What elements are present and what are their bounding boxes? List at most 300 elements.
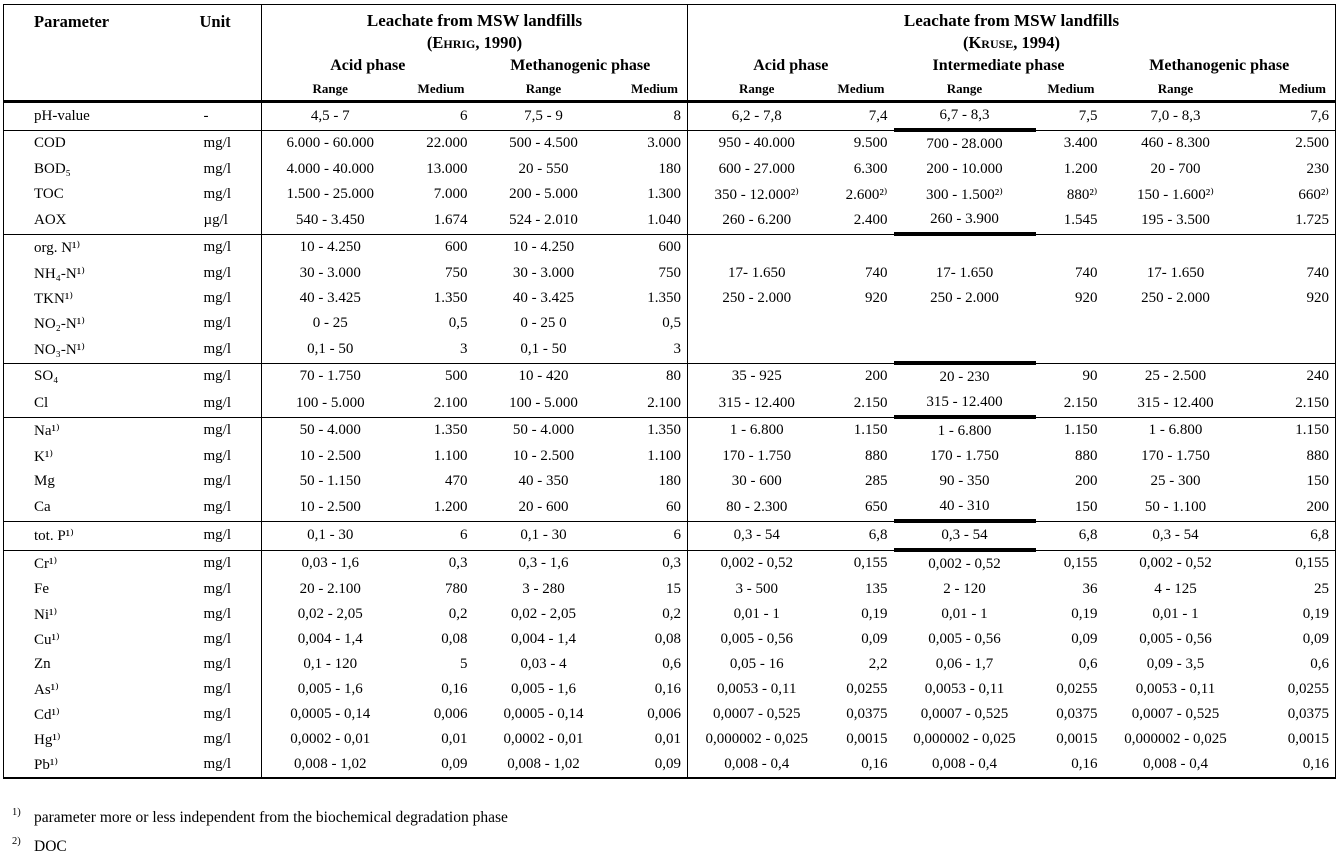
kruse_acid_medium-cell: 920 — [865, 290, 888, 306]
param-cell: Fe — [34, 581, 49, 597]
ehrig_methanogenic_range-cell: 0,1 - 30 — [474, 521, 614, 550]
kruse_acid_medium-cell — [826, 311, 894, 336]
unit-cell: mg/l — [154, 702, 262, 727]
unit-cell: mg/l — [154, 182, 262, 207]
ehrig_methanogenic_medium-cell: 15 — [614, 577, 688, 602]
ehrig_acid_range-cell: 0,02 - 2,05 — [297, 606, 363, 622]
sub-header-medium: Medium — [614, 78, 688, 102]
kruse_acid_range-cell: 3 - 500 — [735, 581, 778, 597]
ehrig_acid_range-cell: 50 - 1.150 — [299, 473, 361, 489]
kruse_methanogenic_medium-cell: 6,8 — [1248, 521, 1336, 550]
unit-cell: mg/l — [154, 311, 262, 336]
kruse_methanogenic_medium-cell: 1.725 — [1248, 207, 1336, 234]
table-row — [4, 577, 1336, 602]
param-cell: Hg¹⁾ — [34, 732, 61, 748]
table-row — [4, 444, 1336, 469]
kruse_methanogenic_medium-cell: 7,6 — [1248, 102, 1336, 131]
kruse_acid_medium-cell: 0,0375 — [846, 706, 888, 722]
ehrig_acid_medium-cell: 780 — [445, 581, 468, 597]
sub-header-range: Range — [474, 78, 614, 102]
table-row — [4, 390, 1336, 417]
kruse_acid_range-cell: 170 - 1.750 — [722, 448, 792, 464]
param-cell: As¹⁾ — [34, 682, 59, 698]
ehrig_acid_medium-cell: 0,09 — [441, 756, 468, 772]
unit-cell: mg/l — [154, 652, 262, 677]
ehrig_methanogenic_range-cell: 0,0002 - 0,01 — [503, 731, 584, 747]
ehrig_acid_medium-cell: 0,08 — [441, 631, 468, 647]
kruse_acid_range-cell: 80 - 2.300 — [688, 494, 826, 521]
kruse_methanogenic_range-cell: 0,09 - 3,5 — [1146, 656, 1205, 672]
kruse_methanogenic_range-cell: 25 - 300 — [1150, 473, 1201, 489]
kruse_acid_range-cell: 0,05 - 16 — [729, 656, 784, 672]
ehrig_methanogenic_range-cell: 0 - 25 0 — [520, 315, 567, 331]
kruse_intermediate_range-cell: 0,008 - 0,4 — [932, 756, 997, 772]
unit-cell: mg/l — [154, 444, 262, 469]
footnote-1-text: parameter more or less independent from the biochemical degradation phase — [34, 809, 508, 826]
ehrig_acid_medium-cell: 1.100 — [433, 448, 468, 464]
kruse_acid_range-cell: 350 - 12.000²⁾ — [714, 187, 799, 203]
ehrig_acid_range-cell: 30 - 3.000 — [299, 265, 361, 281]
ehrig_methanogenic_range-cell: 0,02 - 2,05 — [511, 606, 576, 622]
param-cell: tot. P¹⁾ — [4, 521, 154, 550]
ehrig_acid_medium-cell: 0,3 — [448, 555, 468, 572]
param-cell: NO₂-N¹⁾ — [34, 316, 85, 332]
kruse_acid_medium-cell — [826, 336, 894, 363]
ehrig_methanogenic_medium-cell: 0,01 — [614, 727, 688, 752]
kruse_acid_range-cell: 6,2 - 7,8 — [688, 102, 826, 131]
param-cell: SO₄ — [34, 368, 59, 385]
table-row — [4, 727, 1336, 752]
phase-header-kruse-intermediate: Intermediate phase — [932, 57, 1065, 74]
kruse_intermediate_medium-cell: 200 — [1075, 473, 1098, 489]
kruse_acid_range-cell: 17- 1.650 — [728, 265, 786, 281]
table-row — [4, 157, 1336, 182]
kruse_intermediate_medium-cell: 880 — [1075, 448, 1098, 464]
kruse_intermediate_medium-cell: 920 — [1075, 290, 1098, 306]
kruse_intermediate_medium-cell: 1.200 — [1063, 161, 1098, 177]
footnote-2 — [12, 830, 1338, 859]
ehrig_methanogenic_medium-cell: 0,09 — [614, 752, 688, 778]
ehrig_methanogenic_medium-cell: 0,08 — [614, 627, 688, 652]
ehrig_methanogenic_range-cell: 40 - 3.425 — [512, 290, 575, 306]
ehrig_acid_range-cell: 70 - 1.750 — [299, 368, 361, 385]
ehrig-title: Leachate from MSW landfills — [366, 11, 583, 30]
kruse_methanogenic_range-cell: 17- 1.650 — [1146, 265, 1205, 281]
kruse_intermediate_range-cell: 0,002 - 0,52 — [928, 556, 1001, 572]
unit-cell: mg/l — [154, 602, 262, 627]
unit-cell: mg/l — [154, 336, 262, 363]
param-cell: Cr¹⁾ — [34, 556, 58, 573]
ehrig_acid_medium-cell: 2.100 — [399, 390, 474, 417]
ehrig_methanogenic_medium-cell: 6 — [614, 521, 688, 550]
sub-header-medium: Medium — [399, 78, 474, 102]
kruse_intermediate_medium-cell: 150 — [1036, 494, 1104, 521]
table-row — [4, 752, 1336, 778]
ehrig_methanogenic_range-cell: 524 - 2.010 — [474, 207, 614, 234]
kruse_methanogenic_range-cell: 4 - 125 — [1154, 581, 1197, 597]
kruse_acid_medium-cell: 285 — [865, 473, 888, 489]
kruse_intermediate_range-cell: 40 - 310 — [894, 494, 1036, 521]
unit-cell: µg/l — [154, 207, 262, 234]
kruse_acid_medium-cell: 0,19 — [861, 606, 888, 622]
param-cell: Cd¹⁾ — [34, 707, 60, 723]
ehrig_acid_range-cell: 40 - 3.425 — [299, 290, 361, 306]
kruse_methanogenic_medium-cell: 0,16 — [1302, 756, 1329, 772]
kruse_methanogenic_range-cell: 0,005 - 0,56 — [1139, 631, 1212, 647]
unit-cell: mg/l — [154, 521, 262, 550]
param-cell: NO₃-N¹⁾ — [4, 336, 154, 363]
kruse_methanogenic_range-cell: 50 - 1.100 — [1104, 494, 1248, 521]
ehrig_acid_range-cell: 0,004 - 1,4 — [297, 631, 363, 647]
kruse_acid_range-cell: 35 - 925 — [731, 368, 782, 385]
param-cell: K¹⁾ — [34, 449, 54, 465]
sub-header-range: Range — [1104, 78, 1248, 102]
kruse_intermediate_medium-cell — [1036, 234, 1104, 261]
ehrig_acid_medium-cell: 0,2 — [448, 606, 468, 622]
ehrig_acid_medium-cell: 5 — [460, 656, 468, 672]
table-row — [4, 286, 1336, 311]
table-row — [4, 627, 1336, 652]
kruse_acid_medium-cell: 0,0015 — [846, 731, 888, 747]
kruse_acid_medium-cell: 880 — [865, 448, 888, 464]
param-cell: org. N¹⁾ — [34, 240, 81, 257]
kruse_acid_medium-cell: 135 — [865, 581, 888, 597]
kruse_intermediate_medium-cell — [1036, 311, 1104, 336]
ehrig_methanogenic_medium-cell: 1.040 — [614, 207, 688, 234]
table-row — [4, 550, 1336, 577]
ehrig_methanogenic_range-cell: 20 - 550 — [518, 161, 569, 177]
unit-cell: mg/l — [154, 157, 262, 182]
ehrig_acid_range-cell: 0,1 - 50 — [262, 336, 399, 363]
ehrig_acid_range-cell: 540 - 3.450 — [262, 207, 399, 234]
kruse_intermediate_range-cell: 17- 1.650 — [935, 265, 994, 281]
kruse_intermediate_range-cell: 90 - 350 — [939, 473, 990, 489]
kruse_intermediate_medium-cell: 0,0375 — [1056, 706, 1098, 722]
kruse_intermediate_medium-cell: 0,0015 — [1056, 731, 1098, 747]
kruse_methanogenic_range-cell: 1 - 6.800 — [1148, 422, 1203, 439]
ehrig_methanogenic_medium-cell: 0,5 — [614, 311, 688, 336]
kruse_methanogenic_medium-cell: 0,0015 — [1287, 731, 1329, 747]
kruse_methanogenic_range-cell: 170 - 1.750 — [1141, 448, 1210, 464]
footnote-1 — [12, 801, 1338, 830]
ehrig_methanogenic_medium-cell: 1.350 — [614, 417, 688, 444]
sub-header-range: Range — [262, 78, 399, 102]
ehrig_acid_medium-cell: 6 — [399, 102, 474, 131]
kruse_acid_range-cell: 600 - 27.000 — [718, 161, 795, 177]
table-row — [4, 311, 1336, 336]
ehrig_methanogenic_range-cell: 0,0005 - 0,14 — [503, 706, 584, 722]
param-cell: TOC — [34, 186, 64, 202]
ehrig_acid_range-cell: 10 - 4.250 — [299, 239, 361, 256]
table-row — [4, 677, 1336, 702]
unit-cell: mg/l — [154, 261, 262, 286]
table-row — [4, 417, 1336, 444]
kruse_methanogenic_medium-cell: 150 — [1306, 473, 1329, 489]
ehrig_methanogenic_range-cell: 10 - 2.500 — [512, 448, 575, 464]
kruse_intermediate_medium-cell: 740 — [1075, 265, 1098, 281]
kruse_acid_medium-cell: 9.500 — [853, 135, 888, 152]
table-row — [4, 261, 1336, 286]
kruse_intermediate_range-cell: 2 - 120 — [943, 581, 986, 597]
ehrig_acid_medium-cell: 13.000 — [426, 161, 468, 177]
ehrig_acid_range-cell: 0,1 - 120 — [303, 656, 358, 672]
kruse_intermediate_range-cell: 315 - 12.400 — [894, 390, 1036, 417]
leachate-table — [3, 4, 1336, 779]
unit-cell: - — [154, 102, 262, 131]
ehrig_acid_medium-cell: 1.350 — [433, 422, 468, 439]
ehrig_acid_medium-cell: 500 — [445, 368, 468, 385]
kruse_intermediate_medium-cell: 0,16 — [1071, 756, 1098, 772]
param-cell: TKN¹⁾ — [34, 291, 74, 307]
sub-header-range: Range — [688, 78, 826, 102]
table-row — [4, 182, 1336, 207]
param-cell: NH₄-N¹⁾ — [34, 266, 85, 282]
kruse_intermediate_range-cell: 250 - 2.000 — [930, 290, 999, 306]
unit-cell: mg/l — [154, 677, 262, 702]
table-row — [4, 234, 1336, 261]
ehrig_acid_range-cell: 0,1 - 30 — [262, 521, 399, 550]
ehrig_acid_medium-cell: 3 — [399, 336, 474, 363]
kruse_acid_range-cell: 0,005 - 0,56 — [720, 631, 793, 647]
ehrig_acid_medium-cell: 0,16 — [441, 681, 468, 697]
kruse_intermediate_range-cell: 0,3 - 54 — [894, 521, 1036, 550]
phase-header-kruse-acid: Acid phase — [753, 57, 829, 74]
ehrig_methanogenic_range-cell: 10 - 420 — [518, 368, 569, 385]
kruse_methanogenic_medium-cell: 25 — [1314, 581, 1329, 597]
ehrig_methanogenic_range-cell: 7,5 - 9 — [474, 102, 614, 131]
ehrig_acid_medium-cell: 1.200 — [399, 494, 474, 521]
kruse_methanogenic_medium-cell: 880 — [1306, 448, 1329, 464]
unit-cell: mg/l — [154, 417, 262, 444]
ehrig_acid_range-cell: 10 - 2.500 — [262, 494, 399, 521]
kruse_methanogenic_range-cell: 0,01 - 1 — [1152, 606, 1199, 622]
ehrig_methanogenic_medium-cell: 1.350 — [614, 286, 688, 311]
param-cell: Cu¹⁾ — [34, 632, 60, 648]
ehrig_methanogenic_medium-cell: 0,6 — [614, 652, 688, 677]
ehrig-header — [262, 5, 688, 55]
table-row — [4, 652, 1336, 677]
kruse_intermediate_medium-cell: 3.400 — [1063, 135, 1098, 152]
table-row — [4, 363, 1336, 390]
ehrig_methanogenic_medium-cell: 80 — [614, 363, 688, 390]
param-cell: Mg — [34, 473, 55, 489]
kruse_intermediate_range-cell: 20 - 230 — [939, 369, 990, 385]
ehrig_acid_medium-cell: 750 — [445, 265, 468, 281]
kruse_acid_range-cell — [688, 234, 826, 261]
kruse_methanogenic_medium-cell: 0,19 — [1302, 606, 1329, 622]
kruse_methanogenic_range-cell: 0,0053 - 0,11 — [1135, 681, 1216, 697]
param-cell: Cl — [4, 390, 154, 417]
ehrig_acid_range-cell: 0,008 - 1,02 — [294, 756, 367, 772]
kruse_acid_medium-cell: 650 — [826, 494, 894, 521]
ehrig_methanogenic_range-cell: 30 - 3.000 — [512, 265, 575, 281]
kruse_methanogenic_range-cell — [1104, 336, 1248, 363]
kruse_acid_medium-cell: 7,4 — [826, 102, 894, 131]
kruse-source: (Kruse, 1994) — [962, 33, 1061, 52]
kruse_acid_range-cell: 315 - 12.400 — [688, 390, 826, 417]
kruse_intermediate_range-cell: 200 - 10.000 — [926, 161, 1003, 177]
kruse_acid_medium-cell: 0,16 — [861, 756, 888, 772]
ehrig_acid_medium-cell: 22.000 — [426, 135, 468, 152]
ehrig_methanogenic_medium-cell: 2.100 — [614, 390, 688, 417]
kruse_intermediate_range-cell — [894, 311, 1036, 336]
kruse_acid_medium-cell: 200 — [865, 368, 888, 385]
ehrig_acid_range-cell: 4,5 - 7 — [262, 102, 399, 131]
kruse_acid_medium-cell: 0,155 — [853, 555, 888, 572]
kruse_acid_medium-cell: 0,09 — [861, 631, 888, 647]
kruse_methanogenic_medium-cell: 200 — [1248, 494, 1336, 521]
ehrig_methanogenic_medium-cell: 750 — [614, 261, 688, 286]
ehrig_methanogenic_medium-cell: 0,16 — [614, 677, 688, 702]
kruse_methanogenic_medium-cell: 920 — [1306, 290, 1329, 306]
kruse_methanogenic_range-cell: 25 - 2.500 — [1144, 368, 1207, 385]
kruse_acid_range-cell: 0,01 - 1 — [733, 606, 780, 622]
kruse_methanogenic_medium-cell — [1248, 336, 1336, 363]
table-row — [4, 469, 1336, 494]
kruse_methanogenic_range-cell: 20 - 700 — [1150, 161, 1201, 177]
ehrig_acid_range-cell: 6.000 - 60.000 — [286, 135, 374, 152]
table-row — [4, 102, 1336, 131]
kruse_methanogenic_range-cell — [1104, 234, 1248, 261]
table-row — [4, 702, 1336, 727]
kruse_methanogenic_medium-cell: 240 — [1306, 368, 1329, 385]
sub-header-medium: Medium — [1036, 78, 1104, 102]
kruse_acid_range-cell — [688, 336, 826, 363]
kruse_intermediate_range-cell: 0,01 - 1 — [941, 606, 988, 622]
kruse_methanogenic_medium-cell: 660²⁾ — [1298, 187, 1329, 203]
ehrig_methanogenic_range-cell: 0,1 - 50 — [474, 336, 614, 363]
kruse_intermediate_range-cell: 260 - 3.900 — [894, 207, 1036, 234]
kruse_intermediate_range-cell: 300 - 1.500²⁾ — [926, 187, 1003, 203]
unit-cell: mg/l — [154, 469, 262, 494]
kruse_acid_range-cell: 0,0053 - 0,11 — [717, 681, 797, 697]
ehrig_acid_range-cell: 0,03 - 1,6 — [301, 555, 359, 572]
ehrig_methanogenic_range-cell: 0,004 - 1,4 — [511, 631, 576, 647]
kruse_methanogenic_range-cell: 0,3 - 54 — [1104, 521, 1248, 550]
unit-cell: mg/l — [154, 627, 262, 652]
param-cell: Pb¹⁾ — [34, 757, 59, 773]
kruse_methanogenic_medium-cell: 2.500 — [1295, 135, 1329, 152]
kruse_methanogenic_range-cell: 0,000002 - 0,025 — [1124, 731, 1227, 747]
ehrig_methanogenic_range-cell: 0,03 - 4 — [520, 656, 567, 672]
kruse_acid_range-cell: 1 - 6.800 — [729, 422, 784, 439]
ehrig_acid_medium-cell: 470 — [445, 473, 468, 489]
phase-header-ehrig-acid: Acid phase — [330, 57, 406, 74]
ehrig_methanogenic_medium-cell: 1.300 — [614, 182, 688, 207]
col-header-parameter: Parameter — [4, 5, 154, 102]
kruse_acid_medium-cell: 740 — [865, 265, 888, 281]
kruse_acid_range-cell: 0,000002 - 0,025 — [705, 731, 808, 747]
ehrig_acid_medium-cell: 1.674 — [399, 207, 474, 234]
kruse_intermediate_range-cell: 0,06 - 1,7 — [935, 656, 994, 672]
param-cell: COD — [34, 135, 66, 152]
kruse_acid_medium-cell: 6,8 — [826, 521, 894, 550]
ehrig_methanogenic_range-cell: 200 - 5.000 — [509, 186, 578, 202]
ehrig_acid_range-cell: 1.500 - 25.000 — [286, 186, 374, 202]
ehrig_methanogenic_range-cell: 40 - 350 — [518, 473, 569, 489]
unit-cell: mg/l — [154, 130, 262, 157]
kruse_intermediate_medium-cell: 1.150 — [1063, 422, 1098, 439]
unit-cell: mg/l — [154, 752, 262, 778]
kruse_intermediate_range-cell: 0,0053 - 0,11 — [924, 681, 1005, 697]
kruse_acid_range-cell: 250 - 2.000 — [722, 290, 792, 306]
kruse_intermediate_medium-cell: 0,0255 — [1056, 681, 1098, 697]
ehrig_methanogenic_range-cell: 50 - 4.000 — [512, 422, 575, 439]
ehrig_methanogenic_medium-cell: 600 — [614, 234, 688, 261]
ehrig_methanogenic_medium-cell: 8 — [614, 102, 688, 131]
kruse_acid_medium-cell — [826, 234, 894, 261]
kruse_methanogenic_medium-cell — [1248, 234, 1336, 261]
table-header — [4, 5, 1336, 102]
table-row — [4, 521, 1336, 550]
kruse_acid_range-cell — [688, 311, 826, 336]
kruse_methanogenic_range-cell: 0,0007 - 0,525 — [1131, 706, 1220, 722]
param-cell: Ni¹⁾ — [34, 607, 58, 623]
phase-header-kruse-methanogenic: Methanogenic phase — [1149, 57, 1290, 74]
kruse_acid_range-cell: 30 - 600 — [731, 473, 782, 489]
kruse_acid_medium-cell: 2.600²⁾ — [845, 187, 888, 203]
ehrig_methanogenic_medium-cell: 0,006 — [614, 702, 688, 727]
kruse_acid_range-cell: 950 - 40.000 — [718, 135, 795, 152]
kruse_methanogenic_medium-cell: 740 — [1306, 265, 1329, 281]
kruse_methanogenic_medium-cell: 230 — [1306, 161, 1329, 177]
kruse_intermediate_medium-cell: 880²⁾ — [1066, 187, 1098, 203]
footnote-2-text: DOC — [34, 838, 67, 855]
kruse_methanogenic_range-cell — [1104, 311, 1248, 336]
kruse_intermediate_range-cell: 0,005 - 0,56 — [928, 631, 1001, 647]
table-row — [4, 336, 1336, 363]
kruse_methanogenic_range-cell: 315 - 12.400 — [1104, 390, 1248, 417]
kruse_acid_medium-cell: 1.150 — [853, 422, 888, 439]
kruse_intermediate_medium-cell: 0,6 — [1078, 656, 1098, 672]
unit-cell: mg/l — [154, 494, 262, 521]
ehrig_acid_range-cell: 50 - 4.000 — [299, 422, 361, 439]
kruse_methanogenic_range-cell: 460 - 8.300 — [1141, 135, 1210, 152]
unit-cell: mg/l — [154, 363, 262, 390]
ehrig_methanogenic_range-cell: 3 - 280 — [522, 581, 565, 597]
sub-header-range: Range — [894, 78, 1036, 102]
kruse_acid_range-cell: 0,002 - 0,52 — [720, 555, 793, 572]
kruse_acid_medium-cell: 6.300 — [853, 161, 888, 177]
kruse_intermediate_medium-cell — [1036, 336, 1104, 363]
ehrig_acid_range-cell: 20 - 2.100 — [299, 581, 361, 597]
param-cell: pH-value — [4, 102, 154, 131]
table-body — [4, 102, 1336, 779]
sub-header-medium: Medium — [1248, 78, 1336, 102]
kruse_acid_medium-cell: 2,2 — [868, 656, 888, 672]
kruse_methanogenic_medium-cell: 2.150 — [1248, 390, 1336, 417]
param-cell: BOD₅ — [34, 161, 71, 177]
table-row — [4, 207, 1336, 234]
kruse_acid_range-cell: 0,0007 - 0,525 — [713, 706, 801, 722]
ehrig_methanogenic_medium-cell: 0,2 — [614, 602, 688, 627]
ehrig_acid_range-cell: 4.000 - 40.000 — [286, 161, 374, 177]
unit-cell: mg/l — [154, 390, 262, 417]
ehrig_acid_range-cell: 0,0005 - 0,14 — [290, 706, 371, 722]
kruse_acid_range-cell: 0,3 - 54 — [688, 521, 826, 550]
ehrig_acid_medium-cell: 0,01 — [441, 731, 468, 747]
kruse_intermediate_range-cell: 0,0007 - 0,525 — [920, 706, 1009, 722]
kruse_intermediate_medium-cell: 7,5 — [1036, 102, 1104, 131]
phase-header-ehrig-methanogenic: Methanogenic phase — [474, 54, 688, 78]
ehrig_methanogenic_medium-cell: 60 — [614, 494, 688, 521]
kruse_intermediate_range-cell: 6,7 - 8,3 — [894, 102, 1036, 131]
kruse_intermediate_range-cell: 170 - 1.750 — [930, 448, 999, 464]
ehrig_methanogenic_medium-cell: 3.000 — [614, 130, 688, 157]
ehrig_methanogenic_range-cell: 0,3 - 1,6 — [518, 555, 569, 572]
kruse_intermediate_medium-cell: 90 — [1082, 368, 1098, 385]
footnote-1-marker: 1) — [12, 807, 21, 818]
